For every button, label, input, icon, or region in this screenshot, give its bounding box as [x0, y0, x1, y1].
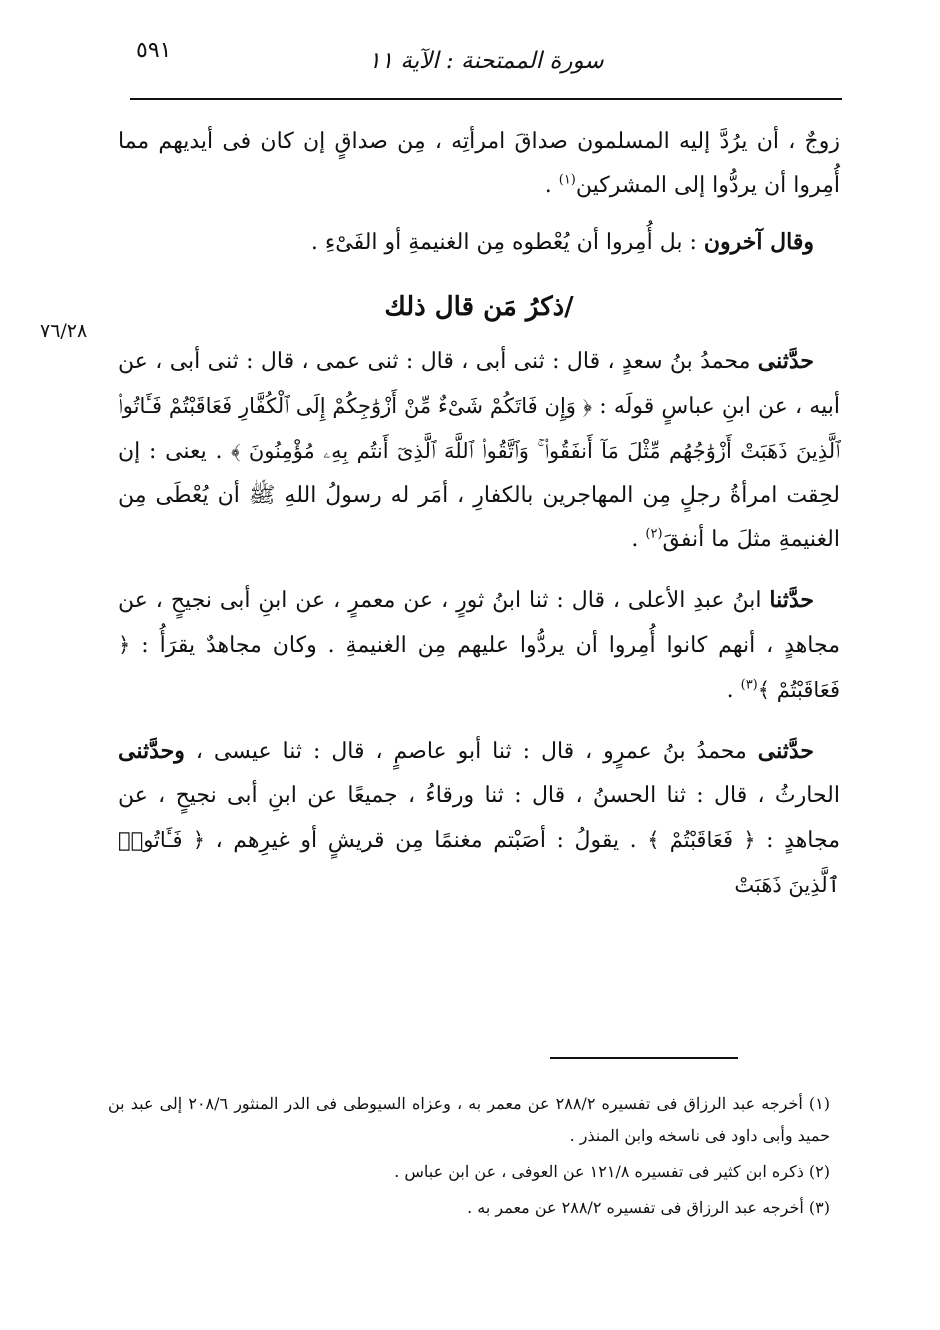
quran-quote: ﴿ فَـَٔاتُوا۟ ٱلَّذِينَ ذَهَبَتْ [118, 828, 840, 897]
paragraph-lead: وقال آخرون [703, 229, 814, 255]
paragraph-3 [118, 339, 840, 562]
section-title: /ذكرُ مَن قال ذلك [384, 292, 574, 322]
paragraph-end: . [544, 173, 559, 198]
header-rule [130, 98, 842, 100]
page-number: ٥٩١ [136, 38, 172, 63]
paragraph-4 [118, 578, 840, 713]
paragraph-1 [118, 120, 840, 208]
paragraph-text: محمدُ بنُ عمرٍو ، قال : ثنا أبو عاصمٍ ، قال : ثنا عيسى ، [184, 739, 758, 764]
paragraph-text: الحارثُ ، قال : ثنا الحسنُ ، قال : ثنا ورقاءُ ، جميعًا عن ابنِ أبى نجيحٍ ، عن مجاهدٍ : [118, 783, 840, 853]
footnote-3: (٣) أخرجه عبد الرزاق فى تفسيره ٢٨٨/٢ عن معمر به . [467, 1198, 830, 1217]
paragraph-end: . [631, 527, 646, 552]
paragraph-text: . يقولُ : أصَبْتم مغنمًا مِن قريشٍ أو غيرِهم ، [205, 828, 648, 853]
footnote-2: (٢) ذكره ابن كثير فى تفسيره ١٢١/٨ عن العوفى ، عن ابن عباس . [394, 1162, 830, 1181]
paragraph-2 [118, 220, 840, 265]
footnote-rule [550, 1057, 738, 1059]
paragraph-5 [118, 729, 840, 908]
paragraph-lead: حدَّثنا [769, 587, 814, 613]
paragraph-lead: حدَّثنى [757, 738, 814, 764]
quran-quote: ﴿ فَعَاقَبْتُمْ ﴾ [647, 828, 756, 852]
page-header [130, 36, 842, 100]
quran-quote: ﴿ فَعَاقَبْتُمْ ﴾ [118, 633, 840, 702]
footnote-ref: (٢) [645, 526, 663, 542]
paragraph-lead: حدَّثنى [757, 348, 814, 374]
running-title: سورة الممتحنة : الآية ١١ [368, 48, 604, 74]
footnotes [108, 1088, 830, 1228]
paragraph-text: : بل أُمِروا أن يُعْطوه مِن الغنيمةِ أو الفَىْءِ . [310, 230, 704, 255]
paragraph-text: زوجٌ ، أن يرُدَّ إليه المسلمون صداقَ امرأتِه ، مِن صداقٍ إن كان فى أيديهم مما أُمِروا أن يردُّوا إلى المشركين [118, 129, 840, 198]
paragraph-text: محمدُ بنُ سعدٍ ، قال : ثنى أبى ، قال : ثنى عمى ، قال : ثنى أبى ، عن أبيه ، عن ابنِ عباسٍ قولَه : [118, 349, 840, 419]
paragraph-lead-2: وحدَّثنى [118, 738, 185, 764]
main-text [118, 120, 840, 924]
paragraph-text: ابنُ عبدِ الأعلى ، قال : ثنا ابنُ ثورٍ ، عن معمرٍ ، عن ابنِ أبى نجيحٍ ، عن مجاهدٍ ، أنهم كانوا أُمِروا أن يردُّوا عليهم مِن الغنيمةِ . وكان مجاهدٌ يقرَأُ : [118, 588, 840, 658]
footnote-ref: (١) [558, 172, 576, 188]
footnote-ref: (٣) [740, 677, 758, 693]
paragraph-end: . [726, 678, 741, 703]
footnote-1: (١) أخرجه عبد الرزاق فى تفسيره ٢٨٨/٢ عن معمر به ، وعزاه السيوطى فى الدر المنثور ٢٠٨/٦ إلى عبد بن حميد وأبى داود فى ناسخه وابن المنذر . [108, 1094, 831, 1145]
margin-reference: ٧٦/٢٨ [40, 320, 88, 342]
quran-quote: ﴿ وَإِن فَاتَكُمْ شَىْءٌ مِّنْ أَزْوَٰجِكُمْ إِلَى ٱلْكُفَّارِ فَعَاقَبْتُمْ فَـَٔاتُوا۟ ٱلَّذِينَ ذَهَبَتْ أَزْوَٰجُهُم مِّثْلَ مَآ أَنفَقُوا۟ ۚ وَٱتَّقُوا۟ ٱللَّهَ ٱلَّذِىٓ أَنتُم بِهِۦ مُؤْمِنُونَ ﴾ [118, 394, 841, 463]
paragraph-text: . يعنى : إن لحِقت امرأةُ رجلٍ مِن المهاجرين بالكفارِ ، أمَر له رسولُ اللهِ ﷺ أن يُعْطَى مِن الغنيمةِ مثلَ ما أنفقَ [118, 439, 840, 552]
